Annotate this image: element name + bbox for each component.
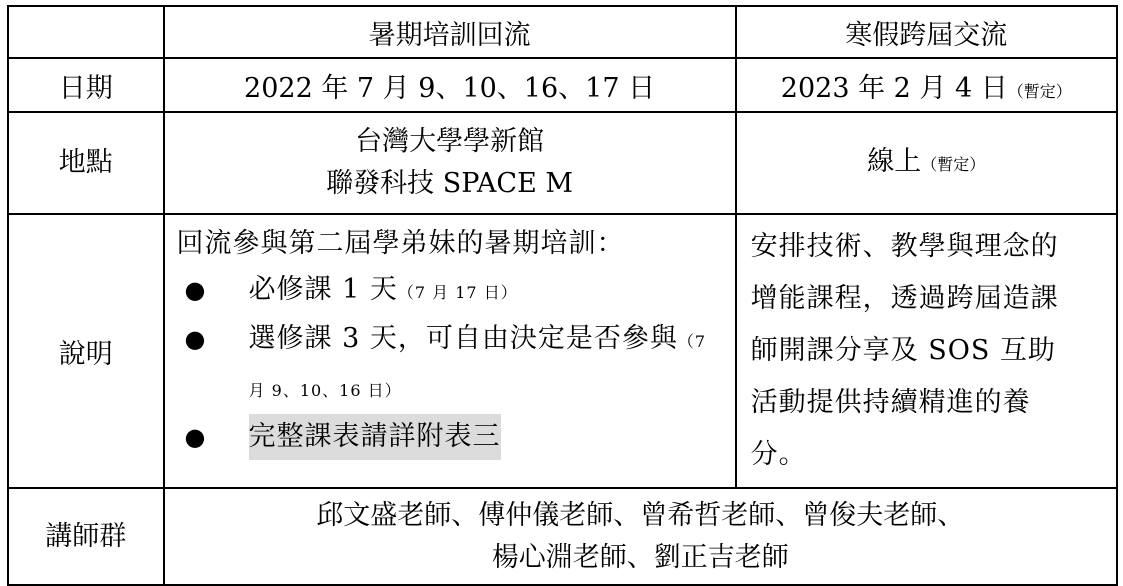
bullet-icon: ●: [184, 423, 207, 451]
date-winter: [736, 58, 1117, 112]
bullet-item-2: [177, 316, 725, 414]
header-winter: 寒假跨屆交流: [736, 6, 1117, 58]
bullet-text-1: [249, 267, 518, 316]
header-empty-cell: [8, 6, 164, 58]
place-summer-line1: 台灣大學學新館: [355, 126, 545, 157]
description-winter-line: 安排技術、教學與理念的: [750, 231, 1059, 262]
place-winter-main: 線上: [867, 145, 922, 177]
description-summer: [164, 214, 736, 488]
description-winter: [736, 214, 1117, 488]
bullet-text-2-main: 選修課 3 天，可自由決定是否參與: [248, 323, 678, 354]
date-row: [8, 58, 1117, 112]
teachers-line2: 楊心淵老師、劉正吉老師: [491, 541, 789, 573]
bullet-icon: ●: [184, 276, 207, 304]
bullet-text-2-note: （7 月 9、10、16 日）: [248, 332, 707, 400]
description-winter-line: 增能課程，透過跨屆造課: [750, 283, 1059, 314]
header-summer: 暑期培訓回流: [164, 6, 736, 58]
bullet-text-2: [249, 316, 725, 414]
place-summer: [164, 112, 736, 214]
description-row: [8, 214, 1117, 488]
bullet-item-3: [177, 414, 725, 460]
teachers-row: [8, 488, 1117, 585]
place-row: [8, 112, 1117, 214]
date-summer: 2022 年 7 月 9、10、16、17 日: [164, 58, 736, 112]
date-winter-main: 2023 年 2 月 4 日: [780, 72, 1008, 104]
place-summer-line2: 聯發科技 SPACE M: [326, 168, 574, 199]
description-winter-line: 師開課分享及 SOS 互助: [750, 335, 1056, 366]
date-winter-note: （暫定）: [1007, 81, 1072, 101]
place-label: 地點: [8, 112, 164, 214]
teachers-list: [164, 488, 1117, 585]
place-winter-note: （暫定）: [921, 154, 986, 174]
description-label: 說明: [8, 214, 164, 488]
teachers-line1: 邱文盛老師、傅仲儀老師、曾希哲老師、曾俊夫老師、: [316, 499, 965, 531]
description-winter-line: 分。: [750, 439, 807, 470]
place-winter: [736, 112, 1117, 214]
program-table: [7, 5, 1118, 586]
bullet-item-1: [177, 267, 725, 316]
bullet-text-1-main: 必修課 1 天: [248, 274, 398, 305]
description-winter-line: 活動提供持續精進的養: [750, 387, 1031, 418]
bullet-text-3: 完整課表請詳附表三: [249, 414, 501, 460]
header-row: [8, 6, 1117, 58]
bullet-text-1-note: （7 月 17 日）: [397, 283, 518, 302]
bullet-icon: ●: [184, 325, 207, 353]
teachers-label: 講師群: [8, 488, 164, 585]
description-intro: 回流參與第二屆學弟妹的暑期培訓：: [176, 228, 625, 259]
date-label: 日期: [8, 58, 164, 112]
